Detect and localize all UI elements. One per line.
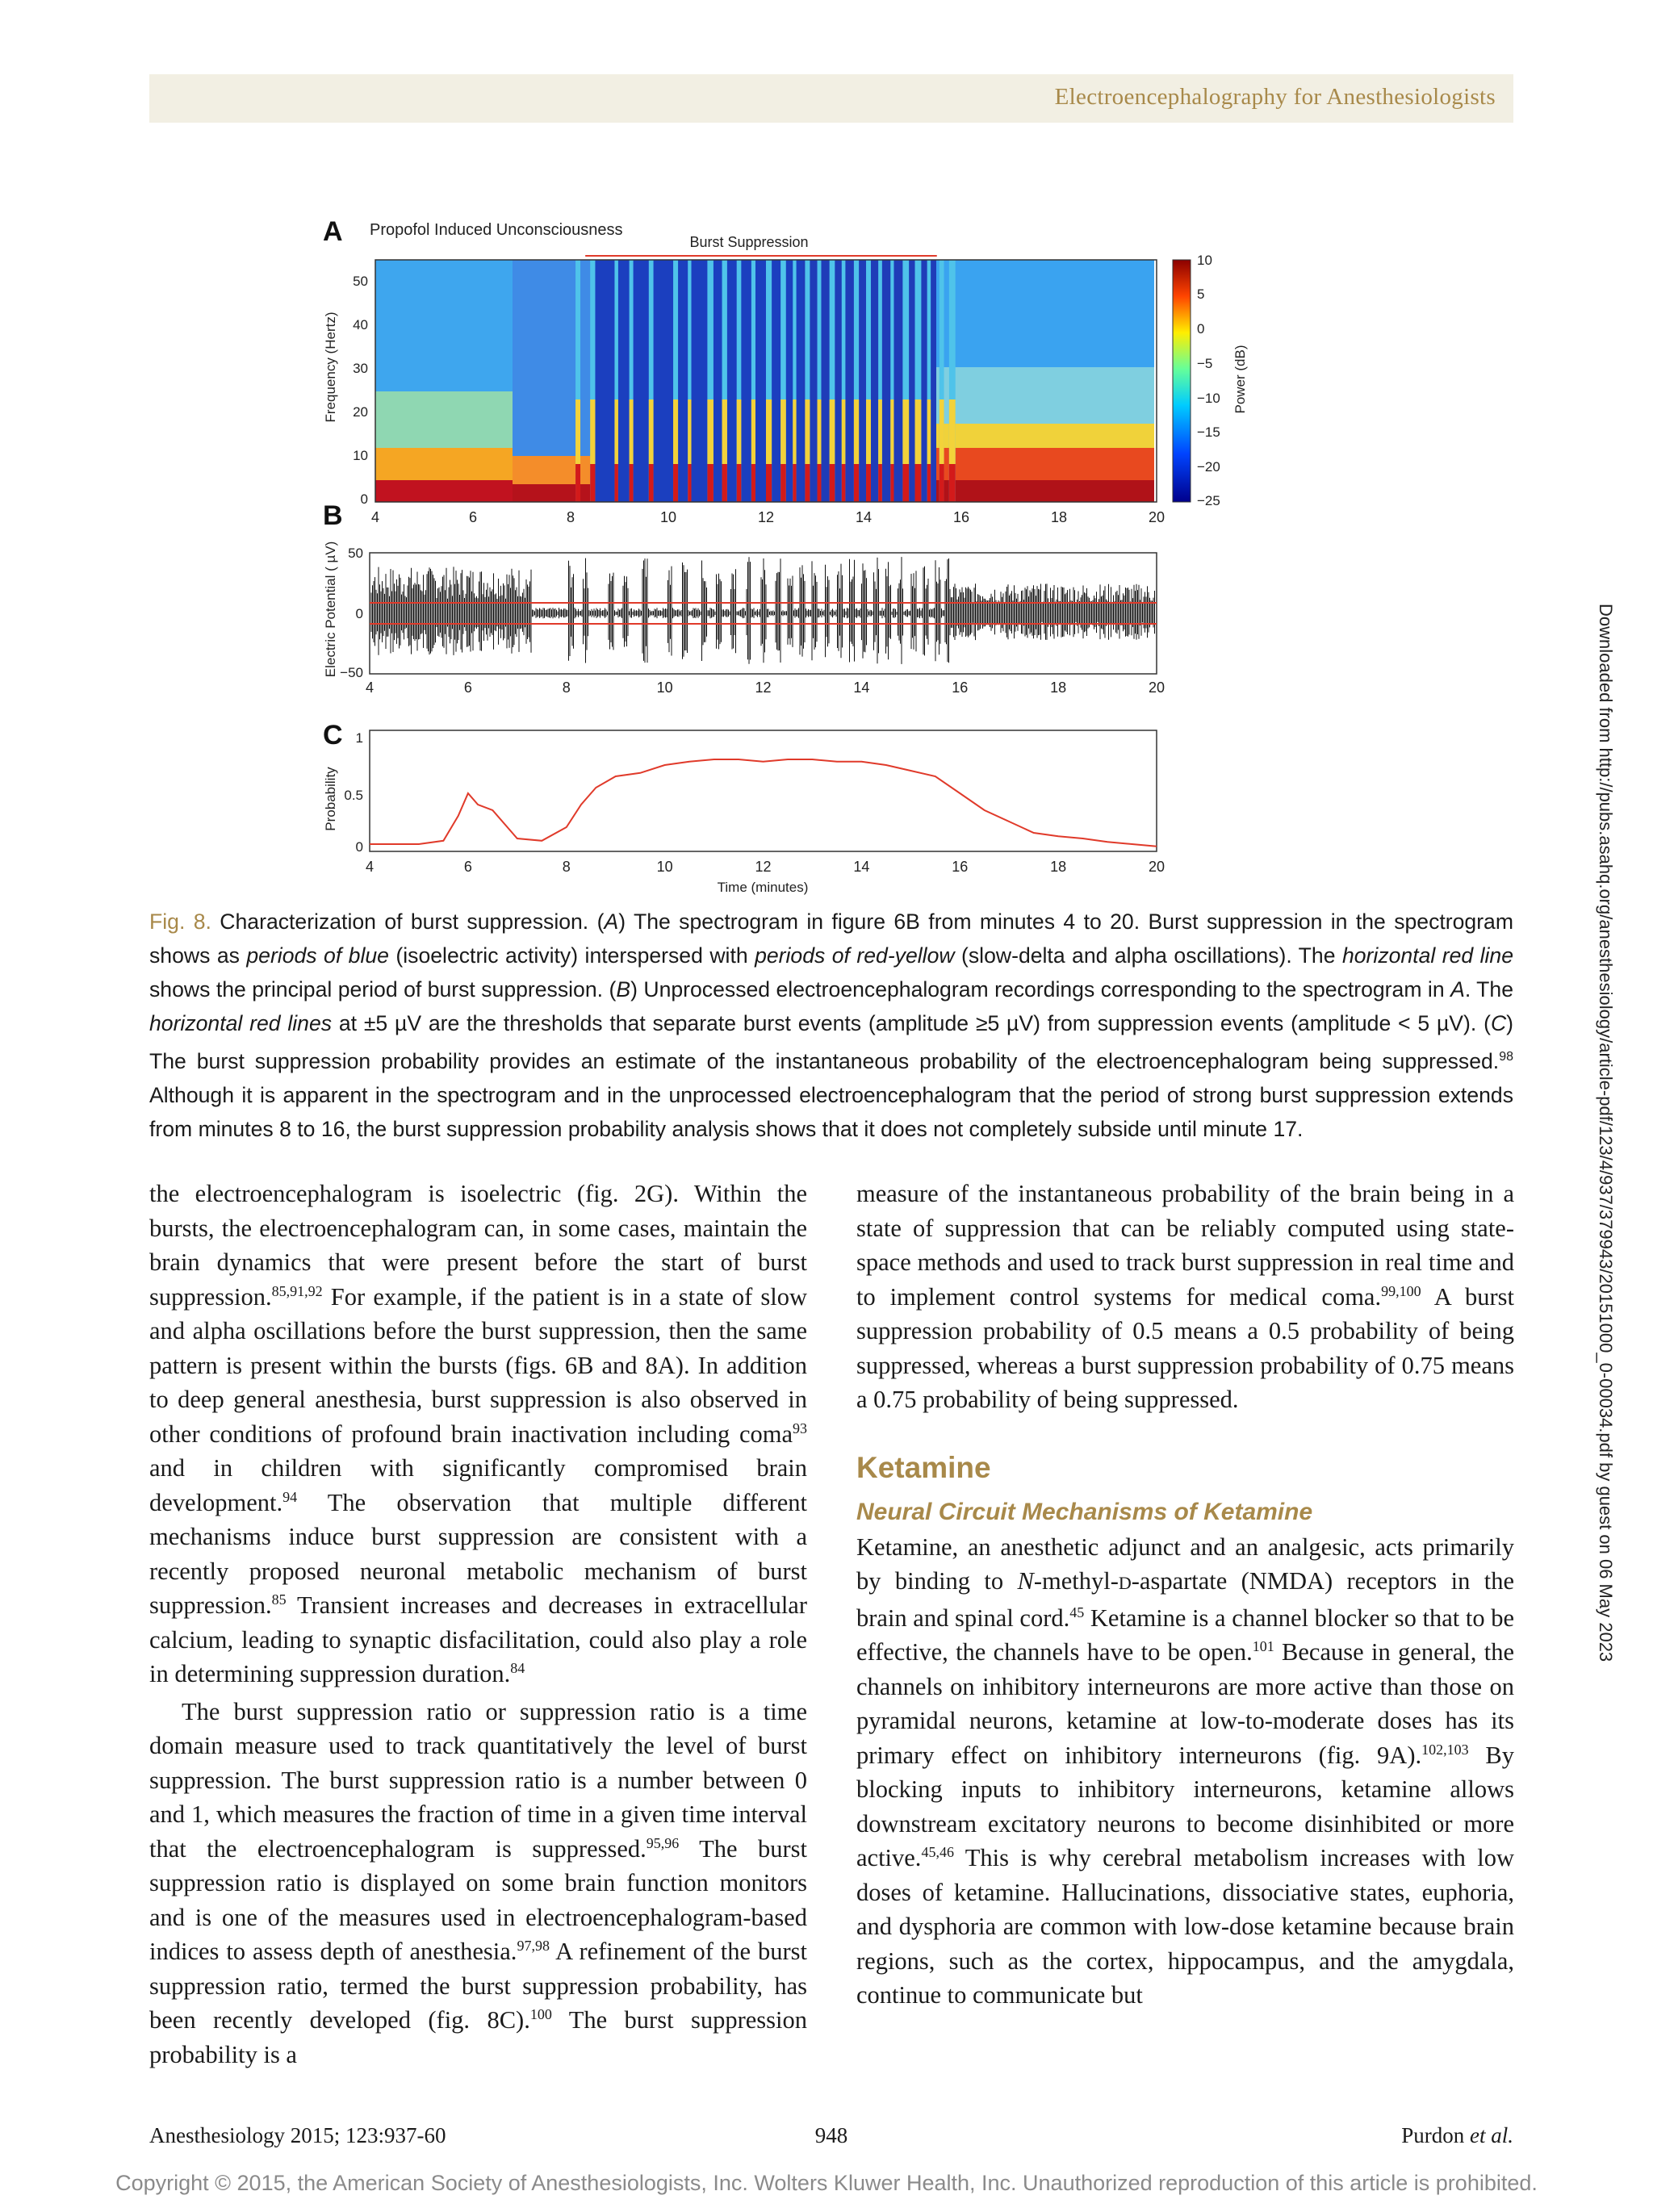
spectrogram	[375, 260, 1154, 502]
citation-ref: 100	[529, 2005, 552, 2022]
burst-column-low	[649, 464, 654, 502]
text-run: -methyl-	[1033, 1567, 1119, 1595]
y-tick-40: 40	[353, 317, 368, 332]
caption-text-10: Although it is apparent in the spectrogram and in the unprocessed electroencephalogram that the period of strong burst suppression extends from minutes 8 to 16, the burst suppression probability analysis shows that it does not completely subside until minute 17.	[149, 1082, 1513, 1141]
x-tick-label: 20	[1148, 679, 1165, 696]
burst-column-low	[793, 464, 796, 502]
burst-suppression-label: Burst Suppression	[689, 234, 809, 250]
burst-column-mid	[751, 399, 755, 464]
left-column	[149, 1177, 807, 2072]
burst-column-mid	[902, 399, 909, 464]
citation-ref: 97,98	[517, 1937, 550, 1954]
burst-column-mid	[949, 399, 956, 464]
burst-column-mid	[842, 399, 846, 464]
burst-column-mid	[854, 399, 859, 464]
caption-text-6: ) Unprocessed electroencephalogram recordings corresponding to the spectrogram in	[630, 977, 1451, 1001]
x-tick-label: 14	[853, 679, 870, 696]
citation-ref: 99,100	[1381, 1282, 1421, 1299]
cbar-tick-0: 0	[1197, 321, 1205, 337]
burst-column-low	[673, 464, 678, 502]
caption-text-2: ) The spectrogram in figure 6B from minutes 4 to 20. Burst suppression in the spectrogram shows as	[149, 909, 1513, 968]
burst-column-low	[805, 464, 810, 502]
eeg-yticks	[340, 546, 363, 680]
burst-column-mid	[673, 399, 678, 464]
burst-column-low	[949, 464, 956, 502]
page-number: 948	[814, 2123, 848, 2147]
text-run: The burst suppression ratio or suppression ratio is a time domain measure used to track quantitatively the level of burst suppression. The burst suppression ratio is a number between 0 and 1, which measures the fraction of time in a given time interval that the electroencephalogram is suppressed.	[149, 1697, 807, 1863]
cbar-tick-10: 10	[1197, 253, 1212, 268]
cbar-tick-minus5: −5	[1197, 356, 1213, 371]
eeg-tick-0: 0	[355, 606, 363, 621]
burst-column-low	[818, 464, 822, 502]
footer-authors	[1401, 2123, 1513, 2148]
panel-c-xlabel: Time (minutes)	[717, 880, 809, 895]
cbar-tick-minus25: −25	[1197, 493, 1220, 508]
x-tick-label: 6	[463, 679, 472, 696]
burst-column-mid	[707, 399, 714, 464]
panel-a-title: Propofol Induced Unconsciousness	[370, 221, 623, 239]
burst-column-low	[575, 464, 580, 502]
colorbar-ticks	[1197, 253, 1220, 508]
cbar-tick-minus10: −10	[1197, 391, 1220, 406]
burst-column-mid	[630, 399, 634, 464]
prob-tick-05: 0.5	[344, 788, 363, 803]
burst-column-low	[866, 464, 871, 502]
panel-c-label: C	[323, 720, 343, 751]
footer-etal: et al.	[1464, 2123, 1513, 2147]
y-tick-30: 30	[353, 361, 368, 376]
prob-tick-1: 1	[355, 730, 363, 746]
x-tick-label: 18	[1050, 679, 1067, 696]
text-run: Ketamine, an anesthetic adjunct and an analgesic, acts primarily by binding to	[856, 1533, 1514, 1595]
text-run: The burst suppression probability is a	[149, 2006, 807, 2068]
burst-column-low	[854, 464, 859, 502]
text-run: Because in general, the channels on inhibitory interneurons are more active than those on pyramidal neurons, ketamine at low-to-moderate doses has its primary effect on inhibitory interneurons (fig. 9A).	[856, 1638, 1514, 1769]
figure-8	[307, 206, 1275, 900]
x-tick-label: 16	[952, 679, 969, 696]
spectrogram-xticks	[371, 509, 1165, 525]
burst-column-mid	[890, 399, 893, 464]
copyright-notice: Copyright © 2015, the American Society of Anesthesiologists, Inc. Wolters Kluwer Health, Inc. Unauthorized reproduction of this article is prohibited.	[115, 2171, 1538, 2195]
burst-column-mid	[722, 399, 727, 464]
caption-italic-red-yellow: periods of red-yellow	[755, 943, 955, 968]
panel-c-ylabel: Probability	[323, 767, 338, 831]
colorbar	[1173, 260, 1191, 502]
colorbar-label: Power (dB)	[1232, 345, 1248, 414]
text-run-smallcaps: D	[1118, 1573, 1132, 1593]
burst-column-low	[890, 464, 893, 502]
y-tick-10: 10	[353, 448, 368, 463]
burst-column-mid	[939, 399, 944, 464]
subsection-heading: Neural Circuit Mechanisms of Ketamine	[856, 1498, 1313, 1525]
figure-caption	[149, 905, 1513, 1146]
x-tick-label: 14	[855, 509, 873, 525]
eeg-xticks	[366, 679, 1165, 696]
text-run: A burst suppression probability of 0.5 means a 0.5 probability of being suppressed, whereas a burst suppression probability of 0.75 means a 0.75 probability of being suppressed.	[856, 1282, 1514, 1413]
citation-ref: 94	[282, 1488, 298, 1505]
burst-column-mid	[575, 399, 580, 464]
caption-italic-b: B	[616, 977, 631, 1001]
burst-column-mid	[590, 399, 595, 464]
x-tick-label: 16	[952, 859, 969, 875]
burst-column-low	[830, 464, 835, 502]
burst-column-low	[915, 464, 922, 502]
cbar-tick-5: 5	[1197, 286, 1205, 302]
text-run: Ketamine is a channel blocker so that to be effective, the channels have to be open.	[856, 1604, 1514, 1666]
citation-ref: 85,91,92	[271, 1282, 323, 1299]
text-run: The observation that multiple different mechanisms induce burst suppression are consistent with a recently proposed neuronal metabolic mechanism of burst suppression.	[149, 1488, 807, 1619]
y-tick-0: 0	[360, 491, 368, 507]
citation-ref: 45,46	[921, 1843, 954, 1860]
burst-column-low	[878, 464, 882, 502]
text-run: For example, if the patient is in a state of slow and alpha oscillations before the burst suppression, then the same pattern is present within the bursts (figs. 6B and 8A). In addition to deep general anesthesia, burst suppression is also observed in other conditions of profound brain inactivation including coma	[149, 1282, 807, 1448]
caption-text-1: Characterization of burst suppression. (	[211, 909, 605, 934]
burst-column-mid	[878, 399, 882, 464]
text-run-italic: N	[1017, 1567, 1034, 1595]
burst-column-mid	[793, 399, 796, 464]
x-tick-label: 12	[755, 679, 772, 696]
footer-citation: Anesthesiology 2015; 123:937-60	[149, 2123, 446, 2147]
caption-text-4: (slow-delta and alpha oscillations). The	[954, 943, 1342, 968]
eeg-tick-50: 50	[348, 546, 363, 561]
right-paragraph-1	[856, 1177, 1514, 1417]
x-tick-label: 20	[1148, 859, 1165, 875]
text-run: A refinement of the burst suppression ratio, termed the burst suppression probability, has been recently developed (fig. 8C).	[149, 1938, 807, 2034]
spectrogram-yticks	[353, 274, 368, 507]
burst-column-low	[842, 464, 846, 502]
caption-ref-98: 98	[1499, 1050, 1513, 1064]
left-paragraph-1	[149, 1177, 807, 1691]
eeg-tick-minus50: −50	[340, 665, 363, 680]
x-tick-label: 10	[659, 509, 677, 525]
x-tick-label: 6	[463, 859, 472, 875]
caption-italic-a: A	[604, 909, 619, 934]
burst-column-mid	[915, 399, 922, 464]
x-tick-label: 4	[365, 679, 375, 696]
caption-italic-c: C	[1490, 1011, 1507, 1035]
citation-ref: 85	[271, 1591, 287, 1608]
x-tick-label: 10	[656, 679, 673, 696]
right-column	[856, 1177, 1514, 2013]
burst-column-mid	[766, 399, 772, 464]
burst-column-low	[737, 464, 742, 502]
burst-column-mid	[614, 399, 617, 464]
caption-text-9: ) The burst suppression probability provides an estimate of the instantaneous probability of the electroencephalogram being suppressed.	[149, 1011, 1514, 1073]
running-header-title: Electroencephalography for Anesthesiologists	[1054, 84, 1496, 110]
burst-column-mid	[830, 399, 835, 464]
x-tick-label: 18	[1050, 859, 1067, 875]
burst-column-low	[590, 464, 595, 502]
left-paragraph-2	[149, 1695, 807, 2072]
burst-column-mid	[688, 399, 691, 464]
caption-italic-a2: A	[1450, 977, 1465, 1001]
x-tick-label: 12	[757, 509, 775, 525]
cbar-tick-minus20: −20	[1197, 459, 1220, 475]
panel-a-label: A	[323, 216, 343, 247]
download-watermark: Downloaded from http://pubs.asahq.org/anesthesiology/article-pdf/123/4/937/379943/20151000_0-00034.pdf by guest on 06 May 2023	[1596, 604, 1616, 1662]
text-run: This is why cerebral metabolism increases with low doses of ketamine. Hallucinations, dissociative states, euphoria, and dysphoria are common with low-dose ketamine because brain regions, such as the cortex, hippocampus, and the amygdala, continue to communicate but	[856, 1844, 1514, 2009]
burst-column-low	[766, 464, 772, 502]
burst-column-low	[939, 464, 944, 502]
text-run: By blocking inputs to inhibitory interneurons, ketamine allows downstream excitatory neurons to become disinhibited or more active.	[856, 1741, 1515, 1871]
x-tick-label: 4	[370, 509, 380, 525]
caption-text-3: (isoelectric activity) interspersed with	[388, 943, 755, 968]
caption-italic-red-lines: horizontal red lines	[149, 1011, 333, 1035]
running-header	[149, 74, 1513, 123]
burst-column-mid	[818, 399, 822, 464]
cbar-tick-minus15: −15	[1197, 424, 1220, 440]
x-tick-label: 4	[365, 859, 375, 875]
x-tick-label: 8	[562, 859, 571, 875]
citation-ref: 102,103	[1421, 1741, 1469, 1758]
caption-italic-red-line: horizontal red line	[1341, 943, 1514, 968]
caption-label: Fig. 8.	[149, 909, 211, 934]
footer-author-name: Purdon	[1401, 2123, 1465, 2147]
burst-column-mid	[737, 399, 742, 464]
text-run: measure of the instantaneous probability of the brain being in a state of suppression that can be reliably computed using state-space methods and used to track burst suppression in real time and to implement control systems for medical coma.	[856, 1180, 1514, 1311]
caption-italic-blue: periods of blue	[246, 943, 389, 968]
caption-text-7: . The	[1464, 977, 1513, 1001]
citation-ref: 45	[1069, 1604, 1085, 1620]
panel-b-label: B	[323, 500, 343, 531]
x-tick-label: 14	[853, 859, 870, 875]
x-tick-label: 16	[952, 509, 970, 525]
burst-column-low	[902, 464, 909, 502]
caption-text-5: shows the principal period of burst suppression. (	[149, 977, 617, 1001]
x-tick-label: 20	[1148, 509, 1165, 525]
burst-column-low	[688, 464, 691, 502]
burst-column-mid	[780, 399, 786, 464]
x-tick-label: 8	[566, 509, 575, 525]
x-tick-label: 18	[1050, 509, 1068, 525]
text-run: Transient increases and decreases in extracellular calcium, leading to synaptic disfacilitation, could also play a role in determining suppression duration.	[149, 1591, 807, 1687]
text-run: -aspartate (NMDA) receptors in the brain and spinal cord.	[856, 1567, 1514, 1632]
probability-xticks	[366, 859, 1165, 875]
burst-column-low	[751, 464, 755, 502]
citation-ref: 93	[793, 1420, 807, 1436]
citation-ref: 95,96	[646, 1834, 680, 1851]
x-tick-label: 10	[656, 859, 673, 875]
prob-tick-0: 0	[355, 839, 363, 855]
caption-text-8: at ±5 µV are the thresholds that separate burst events (amplitude ≥5 µV) from suppression events (amplitude < 5 µV). (	[332, 1011, 1491, 1035]
right-paragraph-2	[856, 1530, 1514, 2013]
text-run: and in children with significantly compromised brain development.	[149, 1454, 807, 1516]
text-run: the electroencephalogram is isoelectric (fig. 2G). Within the bursts, the electroencephalogram can, in some cases, maintain the brain dynamics that were present before the start of burst suppression.	[149, 1180, 807, 1311]
panel-a-ylabel: Frequency (Hertz)	[323, 312, 338, 423]
burst-column-mid	[927, 399, 931, 464]
x-tick-label: 12	[755, 859, 772, 875]
citation-ref: 84	[510, 1659, 525, 1676]
x-tick-label: 8	[562, 679, 571, 696]
burst-column-mid	[805, 399, 810, 464]
y-tick-20: 20	[353, 404, 368, 420]
text-run: The burst suppression ratio is displayed on some brain function monitors and is one of the measures used in electroencephalogram-based indices to assess depth of anesthesia.	[149, 1834, 808, 1965]
burst-column-low	[722, 464, 727, 502]
burst-column-low	[780, 464, 786, 502]
prob-yticks	[344, 730, 363, 855]
burst-column-mid	[649, 399, 654, 464]
burst-column-low	[927, 464, 931, 502]
section-heading-ketamine: Ketamine	[856, 1450, 991, 1484]
x-tick-label: 6	[468, 509, 478, 525]
panel-b-ylabel: Electric Potential ( µV)	[323, 541, 338, 678]
burst-column-mid	[866, 399, 871, 464]
burst-column-low	[630, 464, 634, 502]
y-tick-50: 50	[353, 274, 368, 289]
citation-ref: 101	[1252, 1637, 1274, 1654]
burst-column-low	[614, 464, 617, 502]
burst-column-low	[707, 464, 714, 502]
